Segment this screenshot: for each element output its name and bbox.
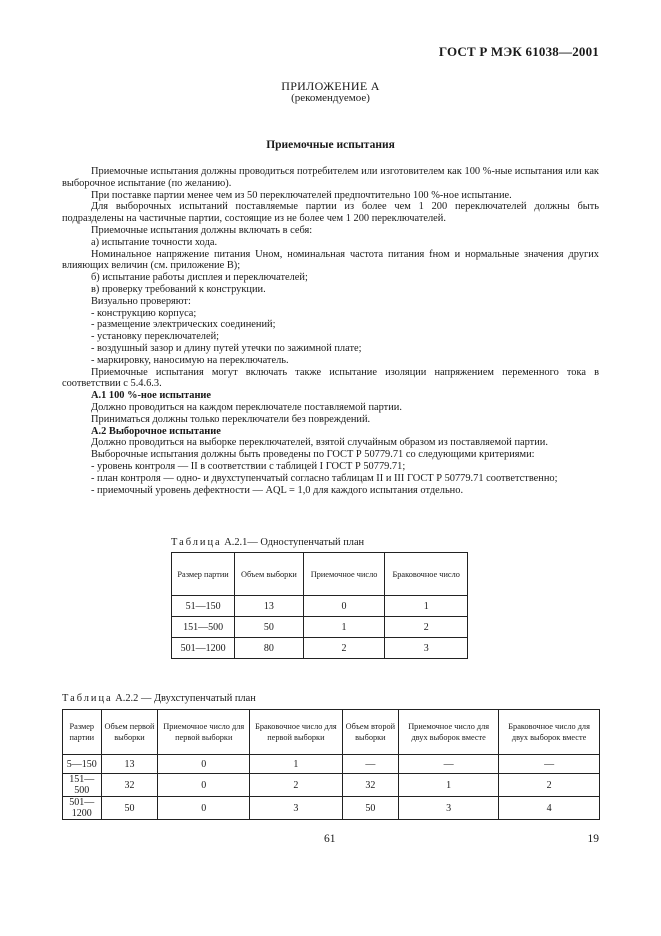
table-cell: 0	[158, 774, 250, 797]
table-row	[63, 755, 600, 774]
table-cell: 3	[385, 638, 468, 659]
table-row	[172, 596, 468, 617]
section-title: Приемочные испытания	[266, 139, 395, 151]
table-cell: —	[399, 755, 499, 774]
table-cell: 1	[250, 755, 342, 774]
table-cell: 501—1200	[63, 797, 102, 820]
paragraph: Приниматься должны только переключатели без повреждений.	[91, 413, 371, 425]
table-header-cell: Приемочное число для первой выборки	[158, 710, 250, 755]
table-cell: 80	[235, 638, 304, 659]
table-cell: 0	[158, 797, 250, 820]
list-item: - план контроля — одно- и двухступенчатый согласно таблицам II и III ГОСТ Р 50779.71 соответственно;	[91, 472, 558, 484]
document-standard-header: ГОСТ Р МЭК 61038—2001	[438, 44, 599, 59]
table-header-cell: Приемочное число	[303, 553, 385, 596]
paragraph: Визуально проверяют:	[91, 295, 191, 307]
table-cell: 2	[499, 774, 600, 797]
table-cell: 32	[101, 774, 158, 797]
table1-caption	[171, 537, 364, 548]
table-cell: 13	[235, 596, 304, 617]
annex-subtitle: (рекомендуемое)	[291, 92, 370, 104]
page-number-right: 19	[587, 833, 599, 845]
table-cell: —	[499, 755, 600, 774]
table-header-cell: Объем выборки	[235, 553, 304, 596]
table-cell: 1	[303, 617, 385, 638]
table-row	[63, 797, 600, 820]
table-header-cell: Браковочное число для двух выборок вместе	[499, 710, 600, 755]
table-cell: 50	[235, 617, 304, 638]
table-cell: 1	[399, 774, 499, 797]
table2-caption-word: Таблица	[62, 693, 113, 704]
paragraph: а) испытание точности хода.	[91, 236, 218, 248]
table-cell: 501—1200	[172, 638, 235, 659]
table-header-cell: Объем первой выборки	[101, 710, 158, 755]
table-cell: 4	[499, 797, 600, 820]
list-item: - воздушный зазор и длину путей утечки по зажимной плате;	[91, 342, 362, 354]
table-row	[172, 617, 468, 638]
paragraph: Номинальное напряжение питания Uном, номинальная частота питания fном и нормальные значения других влияющих величин (см. приложение В);	[62, 248, 599, 272]
table-cell: 0	[158, 755, 250, 774]
table-header-cell: Приемочное число для двух выборок вместе	[399, 710, 499, 755]
two-stage-plan-table	[62, 709, 600, 820]
list-item: - установку переключателей;	[91, 331, 220, 343]
table-cell: 50	[342, 797, 399, 820]
table-cell: 3	[399, 797, 499, 820]
table-cell: 1	[385, 596, 468, 617]
paragraph: Выборочные испытания должны быть проведены по ГОСТ Р 50779.71 со следующими критериями:	[91, 449, 535, 461]
list-item: - конструкцию корпуса;	[91, 307, 197, 319]
table-cell: 151—500	[63, 774, 102, 797]
table-cell: 13	[101, 755, 158, 774]
list-item: - приемочный уровень дефектности — AQL = 1,0 для каждого испытания отдельно.	[91, 484, 464, 496]
table-row	[172, 638, 468, 659]
table-header-cell: Браковочное число	[385, 553, 468, 596]
table-cell: —	[342, 755, 399, 774]
table-cell: 50	[101, 797, 158, 820]
list-item: - уровень контроля — II в соответствии с таблицей I ГОСТ Р 50779.71;	[91, 460, 406, 472]
single-stage-plan-table	[171, 552, 468, 659]
table-cell: 2	[250, 774, 342, 797]
list-item: - маркировку, наносимую на переключатель.	[91, 354, 289, 366]
table-header-cell: Размер партии	[63, 710, 102, 755]
annex-title: ПРИЛОЖЕНИЕ А	[281, 79, 380, 93]
table-row	[63, 774, 600, 797]
table-cell: 32	[342, 774, 399, 797]
table-cell: 2	[385, 617, 468, 638]
table-cell: 3	[250, 797, 342, 820]
paragraph: При поставке партии менее чем из 50 переключателей предпочтительно 100 %-ное испытание.	[91, 189, 512, 201]
paragraph: б) испытание работы дисплея и переключателей;	[91, 272, 308, 284]
body-text	[62, 166, 599, 496]
table1-caption-word: Таблица	[171, 537, 222, 548]
table-cell: 51—150	[172, 596, 235, 617]
table2-caption	[62, 693, 256, 704]
table-cell: 0	[303, 596, 385, 617]
table-cell: 2	[303, 638, 385, 659]
paragraph: Должно проводиться на выборке переключателей, взятой случайным образом из поставляемой партии.	[91, 437, 548, 449]
paragraph: в) проверку требований к конструкции.	[91, 283, 266, 295]
paragraph: Должно проводиться на каждом переключателе поставляемой партии.	[91, 401, 402, 413]
table2-caption-text: A.2.2 — Двухступенчатый план	[115, 693, 256, 704]
subsection-heading-a2: А.2 Выборочное испытание	[91, 425, 221, 437]
paragraph: Приемочные испытания должны проводиться потребителем или изготовителем как 100 %-ные испытания или как выборочное испытание (по желанию).	[62, 166, 599, 189]
subsection-heading-a1: А.1 100 %-ное испытание	[91, 390, 212, 402]
table-header-cell: Объем второй выборки	[342, 710, 399, 755]
table-cell: 5—150	[63, 755, 102, 774]
table-header-cell: Браковочное число для первой выборки	[250, 710, 342, 755]
paragraph: Для выборочных испытаний поставляемые партии из более чем 1 200 переключателей должны быть подразделены на частичные партии, состоящие из не более чем 1 200 переключателей.	[62, 201, 599, 225]
paragraph: Приемочные испытания могут включать также испытание изоляции напряжением переменного тока в соответствии с 5.4.6.3.	[62, 366, 599, 390]
table-cell: 151—500	[172, 617, 235, 638]
page-number-center: 61	[324, 833, 336, 845]
table-header-row	[63, 710, 600, 755]
paragraph: Приемочные испытания должны включать в себя:	[91, 224, 313, 236]
table-header-cell: Размер партии	[172, 553, 235, 596]
list-item: - размещение электрических соединений;	[91, 319, 276, 331]
table-header-row	[172, 553, 468, 596]
table1-caption-text: A.2.1— Одноступенчатый план	[224, 537, 365, 548]
